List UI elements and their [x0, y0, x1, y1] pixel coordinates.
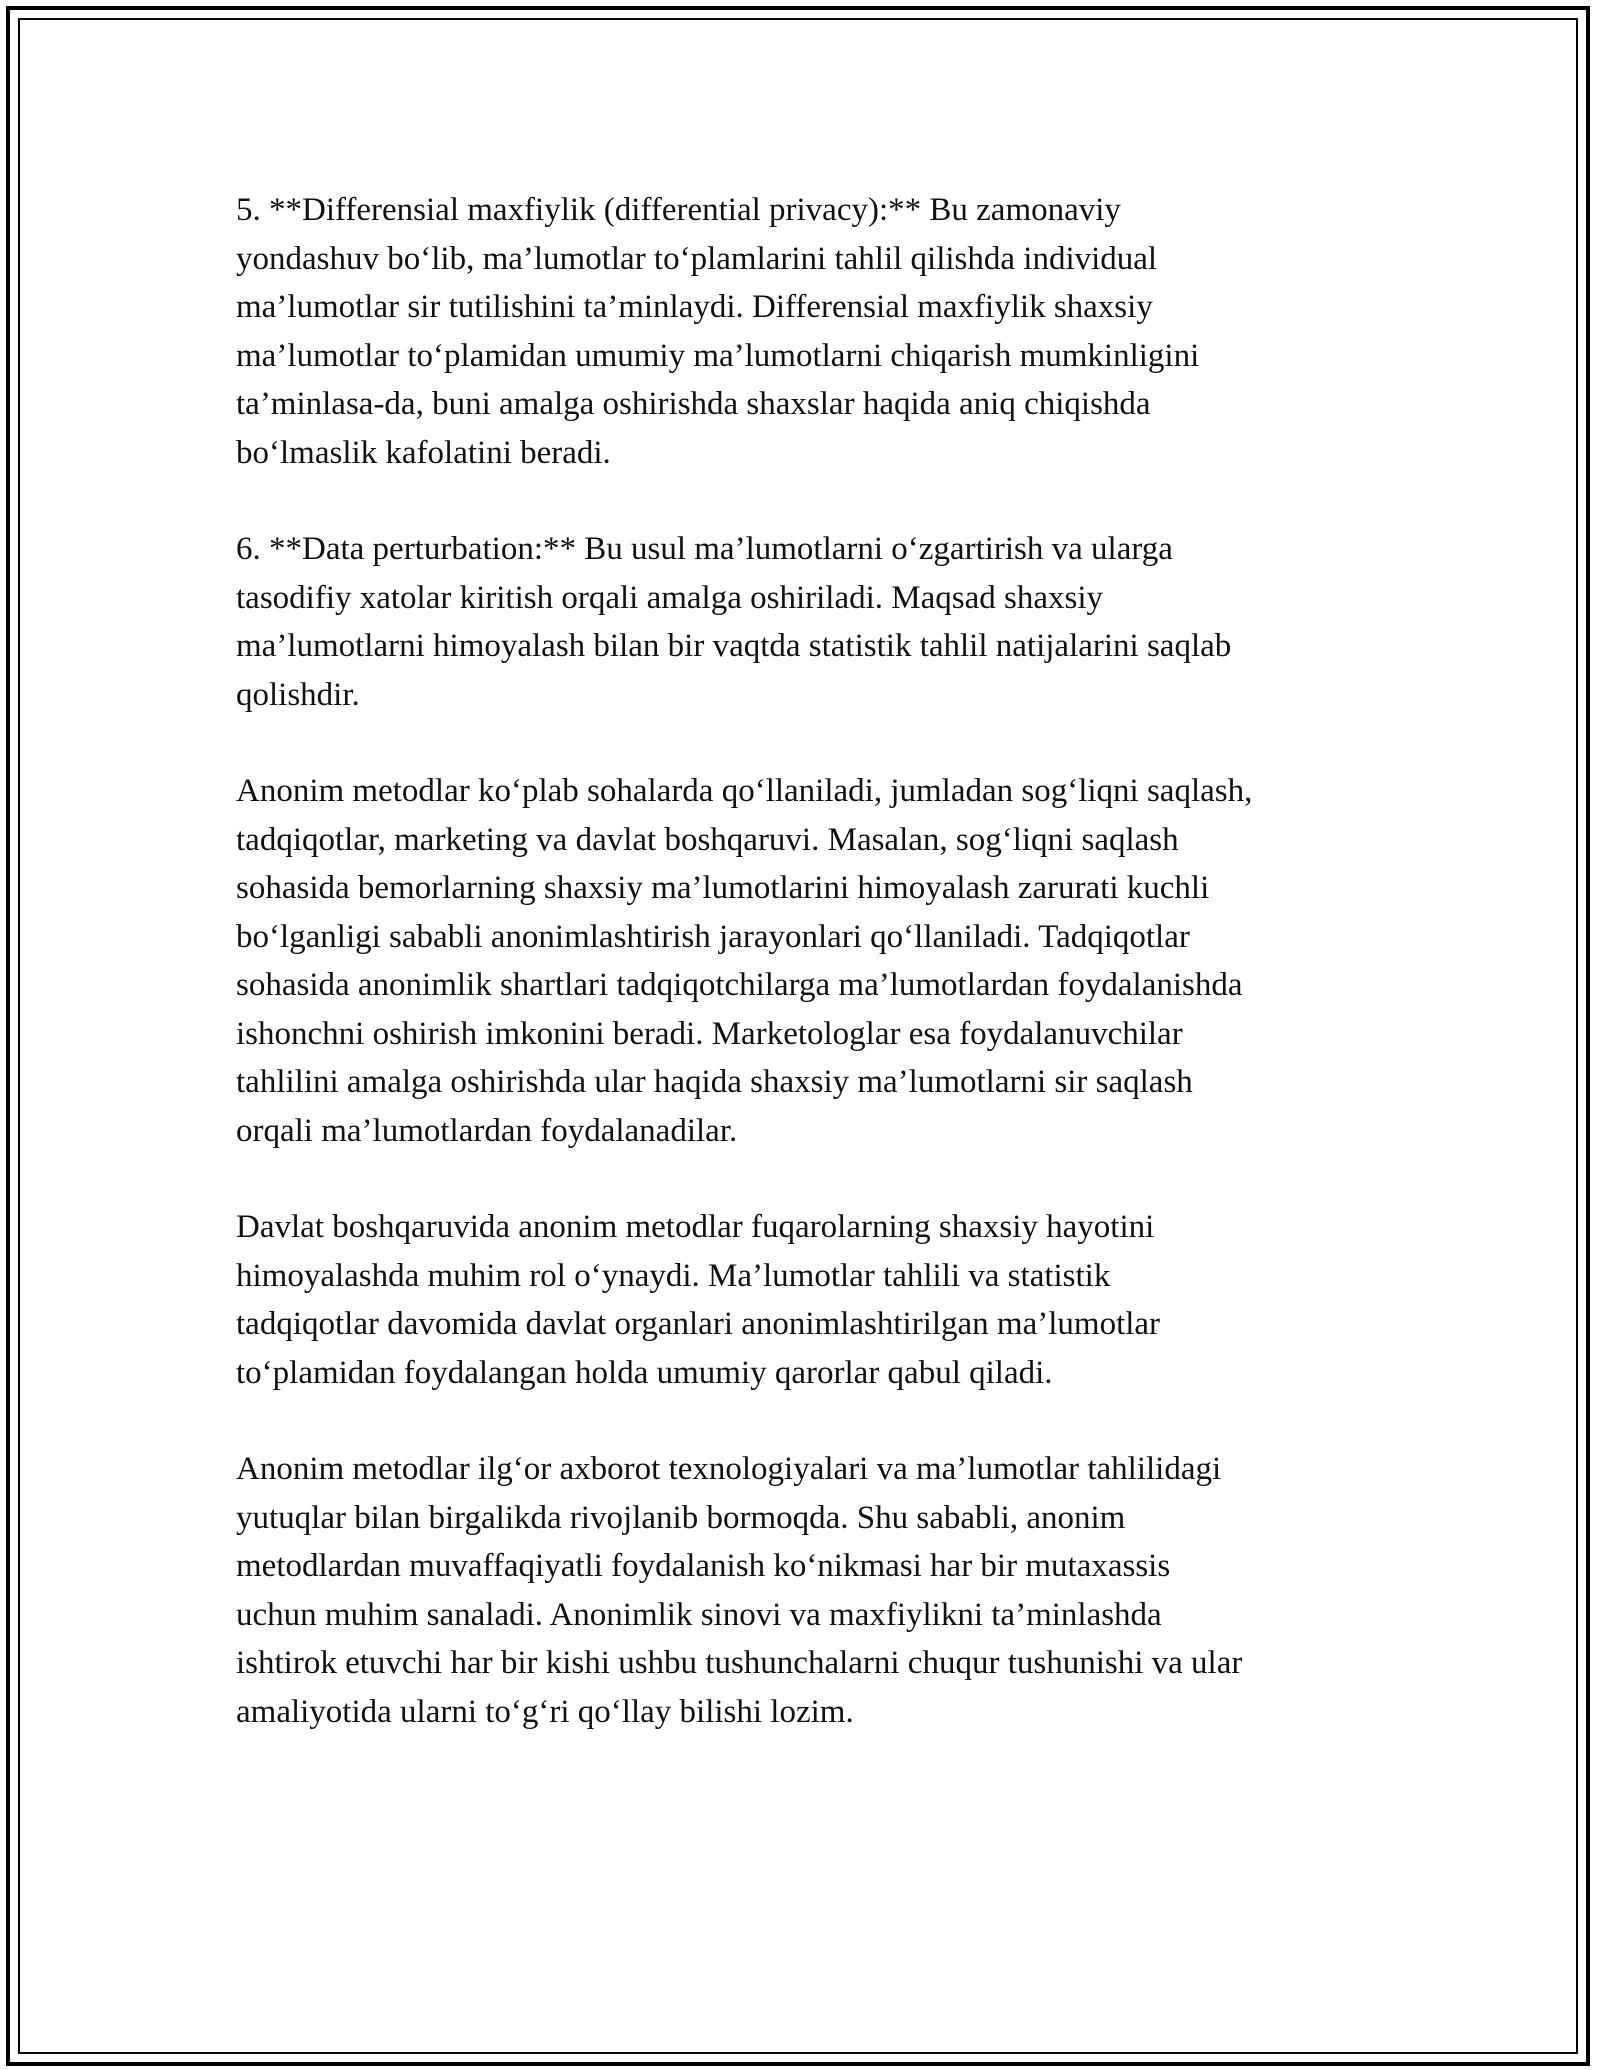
paragraph-government: [236, 1203, 1386, 1397]
text-line: ma’lumotlar to‘plamidan umumiy ma’lumotlarni chiqarish mumkinligini: [236, 337, 1200, 374]
text-line: tadqiqotlar, marketing va davlat boshqaruvi. Masalan, sog‘liqni saqlash: [236, 821, 1179, 858]
paragraph-conclusion: [236, 1445, 1386, 1736]
text-line: amaliyotida ularni to‘g‘ri qo‘llay bilishi lozim.: [236, 1693, 854, 1730]
text-line: ishtirok etuvchi har bir kishi ushbu tushunchalarni chuqur tushunishi va ular: [236, 1645, 1243, 1681]
text-line: ta’minlasa-da, buni amalga oshirishda shaxslar haqida aniq chiqishda: [236, 386, 1151, 422]
paragraph-differential-privacy: [236, 186, 1386, 477]
text-line: ishonchni oshirish imkonini beradi. Marketologlar esa foydalanuvchilar: [236, 1015, 1183, 1052]
text-line: 5. **Differensial maxfiylik (differential privacy):** Bu zamonaviy: [236, 192, 1121, 228]
text-line: Anonim metodlar ko‘plab sohalarda qo‘llaniladi, jumladan sog‘liqni saqlash,: [236, 773, 1253, 809]
text-line: tadqiqotlar davomida davlat organlari anonimlashtirilgan ma’lumotlar: [236, 1306, 1161, 1342]
text-line: yutuqlar bilan birgalikda rivojlanib bormoqda. Shu sababli, anonim: [236, 1499, 1126, 1536]
text-line: 6. **Data perturbation:** Bu usul ma’lumotlarni o‘zgartirish va ularga: [236, 531, 1173, 567]
text-line: bo‘lmaslik kafolatini beradi.: [236, 434, 611, 471]
paragraph-data-perturbation: [236, 525, 1386, 719]
text-line: bo‘lganligi sababli anonimlashtirish jarayonlari qo‘llaniladi. Tadqiqotlar: [236, 918, 1190, 955]
text-line: sohasida anonimlik shartlari tadqiqotchilarga ma’lumotlardan foydalanishda: [236, 967, 1243, 1003]
text-line: himoyalashda muhim rol o‘ynaydi. Ma’lumotlar tahlili va statistik: [236, 1257, 1111, 1294]
paragraph-application-areas: [236, 767, 1386, 1155]
text-line: to‘plamidan foydalangan holda umumiy qarorlar qabul qiladi.: [236, 1354, 1053, 1391]
text-line: metodlardan muvaffaqiyatli foydalanish ko‘nikmasi har bir mutaxassis: [236, 1548, 1171, 1584]
text-line: tahlilini amalga oshirishda ular haqida shaxsiy ma’lumotlarni sir saqlash: [236, 1064, 1193, 1100]
text-line: sohasida bemorlarning shaxsiy ma’lumotlarini himoyalash zarurati kuchli: [236, 870, 1210, 906]
document-body: [236, 186, 1386, 1784]
text-line: tasodifiy xatolar kiritish orqali amalga oshiriladi. Maqsad shaxsiy: [236, 579, 1103, 616]
text-line: yondashuv bo‘lib, ma’lumotlar to‘plamlarini tahlil qilishda individual: [236, 240, 1158, 277]
text-line: orqali ma’lumotlardan foydalanadilar.: [236, 1112, 738, 1149]
text-line: Davlat boshqaruvida anonim metodlar fuqarolarning shaxsiy hayotini: [236, 1209, 1155, 1245]
text-line: qolishdir.: [236, 676, 360, 713]
text-line: ma’lumotlar sir tutilishini ta’minlaydi. Differensial maxfiylik shaxsiy: [236, 289, 1153, 325]
text-line: Anonim metodlar ilg‘or axborot texnologiyalari va ma’lumotlar tahlilidagi: [236, 1451, 1222, 1487]
text-line: ma’lumotlarni himoyalash bilan bir vaqtda statistik tahlil natijalarini saqlab: [236, 628, 1232, 664]
text-line: uchun muhim sanaladi. Anonimlik sinovi va maxfiylikni ta’minlashda: [236, 1596, 1162, 1633]
